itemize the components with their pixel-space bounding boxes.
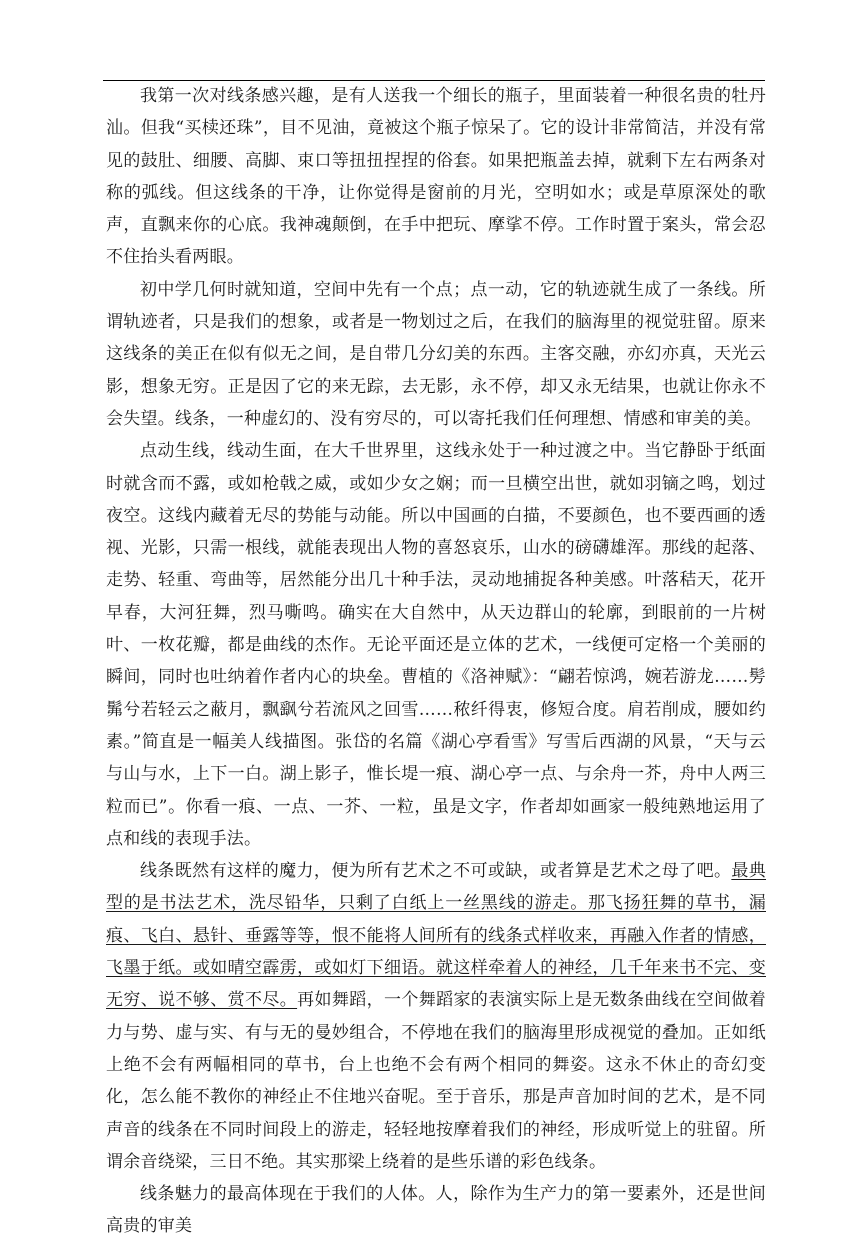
paragraph-4-lead: 线条既然有这样的魔力，便为所有艺术之不可或缺，或者算是艺术之母了吧。 <box>140 861 732 882</box>
paragraph-4-underlined: 最典型的是书法艺术，洗尽铅华，只剩了白纸上一丝黑线的游走。那飞扬狂舞的草书，漏痕、飞白、悬针、垂露等等，恨不能将人间所有的线条式样收来，再融入作者的情感，飞墨于纸。或如晴空霹雳，或如灯下细语。就这样牵着人的神经，几千年来书不完、变无穷、说不够、赏不尽。 <box>106 861 767 1011</box>
paragraph-4 <box>106 855 766 1178</box>
paragraph-3: 点动生线，线动生面，在大千世界里，这线永处于一种过渡之中。当它静卧于纸面时就含而不露，或如枪戟之威，或如少女之娴；而一旦横空出世，就如羽镝之鸣，划过夜空。这线内藏着无尽的势能与动能。所以中国画的白描，不要颜色，也不要西画的透视、光影，只需一根线，就能表现出人物的喜怒哀乐，山水的磅礴雄浑。那线的起落、走势、轻重、弯曲等，居然能分出几十种手法，灵动地捕捉各种美感。叶落秸天，花开早春，大河狂舞，烈马嘶鸣。确实在大自然中，从天边群山的轮廓，到眼前的一片树叶、一枚花瓣，都是曲线的杰作。无论平面还是立体的艺术，一线便可定格一个美丽的瞬间，同时也吐纳着作者内心的块垒。曹植的《洛神赋》：“翩若惊鸿，婉若游龙……髣髴兮若轻云之蔽月，飘飖兮若流风之回雪……秾纤得衷，修短合度。肩若削成，腰如约素。”简直是一幅美人线描图。张岱的名篇《湖心亭看雪》写雪后西湖的风景，“天与云与山与水，上下一白。湖上影子，惟长堤一痕、湖心亭一点、与余舟一芥，舟中人两三粒而已”。你看一痕、一点、一芥、一粒，虽是文字，作者却如画家一般纯熟地运用了点和线的表现手法。 <box>106 441 766 849</box>
paragraph-4-tail: 再如舞蹈，一个舞蹈家的表演实际上是无数条曲线在空间做着力与势、虚与实、有与无的曼妙组合，不停地在我们的脑海里形成视觉的叠加。正如纸上绝不会有两幅相同的草书，台上也绝不会有两个相同的舞姿。这永不休止的奇幻变化，怎么能不教你的神经止不住地兴奋呢。至于音乐，那是声音加时间的艺术，是不同声音的线条在不同时间段上的游走，轻轻地按摩着我们的神经，形成听觉上的驻留。所谓余音绕梁，三日不绝。其实那梁上绕着的是些乐谱的彩色线条。 <box>106 990 767 1172</box>
article-body <box>106 80 766 1243</box>
paragraph-2: 初中学几何时就知道，空间中先有一个点；点一动，它的轨迹就生成了一条线。所谓轨迹者，只是我们的想象，或者是一物划过之后，在我们的脑海里的视觉驻留。原来这线条的美正在似有似无之间，是自带几分幻美的东西。主客交融，亦幻亦真，天光云影，想象无穷。正是因了它的来无踪，去无影，永不停，却又永无结果，也就让你永不会失望。线条，一种虚幻的、没有穷尽的，可以寄托我们任何理想、情感和审美的美。 <box>106 279 766 429</box>
paragraph-5: 线条魅力的最高体现在于我们的人体。人，除作为生产力的第一要素外，还是世间高贵的审美 <box>106 1184 766 1237</box>
paragraph-1: 我第一次对线条感兴趣，是有人送我一个细长的瓶子，里面装着一种很名贵的牡丹汕。但我“买椟还珠”，目不见油，竟被这个瓶子惊呆了。它的设计非常简洁，并没有常见的鼓肚、细腰、高脚、束口等扭扭捏捏的俗套。如果把瓶盖去掉，就剩下左右两条对称的弧线。但这线条的干净，让你觉得是窗前的月光，空明如水；或是草原深处的歌声，直飘来你的心底。我神魂颠倒，在手中把玩、摩挲不停。工作时置于案头，常会忍不住抬头看两眼。 <box>106 86 766 268</box>
